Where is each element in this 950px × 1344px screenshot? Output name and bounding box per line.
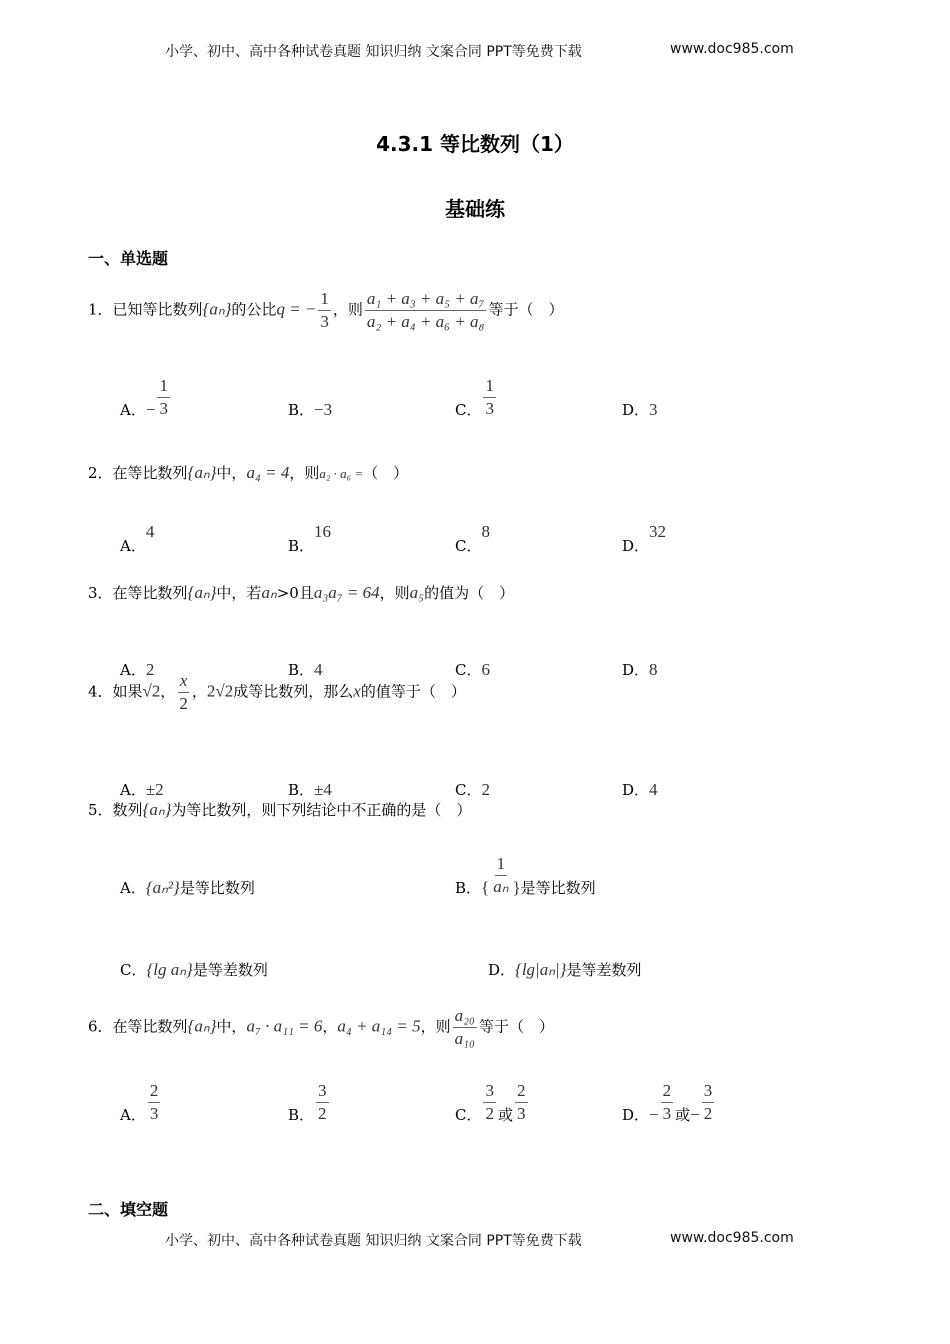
footer-text: 小学、初中、高中各种试卷真题 知识归纳 文案合同 PPT等免费下载 — [165, 1233, 582, 1249]
option-label: A． — [120, 781, 146, 799]
denominator: 3 — [662, 1104, 672, 1123]
q-text: ，则 — [379, 584, 410, 602]
header-text: 小学、初中、高中各种试卷真题 知识归纳 文案合同 PPT等免费下载 — [165, 44, 582, 60]
option-b — [288, 370, 332, 420]
q-text: 成等比数列，那么 — [233, 682, 354, 701]
fraction — [483, 375, 496, 420]
q-text: 等于（ ） — [488, 300, 564, 319]
math: {aₙ} — [142, 800, 172, 819]
fraction — [702, 1080, 715, 1125]
q-text: 的值为（ ） — [424, 584, 515, 602]
option-value: 6 — [481, 660, 490, 679]
numerator: 1 — [495, 853, 508, 876]
option-value: 2 — [145, 660, 155, 679]
option-value: 16 — [314, 522, 332, 541]
option-b — [288, 1075, 331, 1125]
denominator: 2 — [485, 1104, 494, 1123]
math: {aₙ} — [187, 1016, 217, 1036]
denominator: 3 — [320, 312, 329, 331]
fraction — [515, 1080, 528, 1125]
math: {aₙ} — [202, 299, 232, 319]
q-text: 6．在等比数列 — [88, 1017, 188, 1036]
denominator: 3 — [485, 399, 494, 418]
option-label: A． — [120, 879, 146, 897]
q-text: ， — [160, 682, 176, 701]
q-text: 5．数列 — [88, 801, 143, 819]
option-a — [120, 506, 154, 556]
fraction — [453, 1005, 477, 1050]
footer-site: www.doc985.com — [670, 1230, 794, 1246]
math: a₅ — [409, 583, 425, 602]
q-text: 中， — [216, 464, 247, 482]
numerator: 1 — [483, 375, 496, 398]
option-label: D． — [622, 537, 650, 555]
numerator: a₁ + a₃ + a₅ + a₇ — [365, 288, 487, 311]
q-text: 等于（ ） — [478, 1017, 554, 1036]
q-text: 1．已知等比数列 — [88, 300, 203, 319]
option-a — [120, 750, 164, 800]
option-a — [120, 1075, 162, 1125]
fraction — [491, 853, 510, 898]
numerator: 2 — [515, 1080, 528, 1103]
numerator: x — [178, 670, 190, 693]
denominator: 3 — [159, 399, 168, 418]
math: a₄ + a₁₄ = 5 — [337, 1016, 421, 1036]
math: a₇ · a₁₁ = 6 — [246, 1016, 323, 1036]
q-text: ，则 — [420, 1017, 451, 1036]
option-c — [455, 750, 490, 800]
option-d — [622, 630, 658, 680]
option-label: C． — [120, 961, 147, 979]
math: x — [353, 681, 361, 701]
option-text: 是等比数列 — [179, 879, 255, 897]
page-subtitle: 基础练 — [445, 197, 505, 221]
option-value: 4 — [145, 522, 155, 541]
denominator: 2 — [318, 1104, 327, 1123]
q-text: 中， — [216, 1017, 247, 1036]
math: {aₙ} — [187, 583, 217, 602]
option-c — [120, 930, 268, 980]
option-d — [488, 930, 642, 980]
option-label: B． — [455, 879, 482, 897]
q-text: 中，若 — [216, 584, 262, 602]
q-text: ，则 — [289, 464, 320, 482]
option-math: {lg aₙ} — [146, 960, 193, 979]
option-c — [455, 506, 490, 556]
option-value: 4 — [314, 660, 323, 679]
fraction — [148, 1080, 161, 1125]
question-3 — [88, 582, 514, 603]
page-title: 4.3.1 等比数列（1） — [376, 132, 574, 156]
option-label: D． — [622, 1106, 650, 1124]
option-label: C． — [455, 661, 482, 679]
option-label: C． — [455, 537, 482, 555]
option-a — [120, 848, 255, 898]
option-value: 32 — [649, 522, 667, 541]
option-label: A． — [120, 1106, 146, 1124]
option-or: 或 — [675, 1106, 691, 1124]
fraction — [316, 1080, 329, 1125]
option-label: C． — [455, 781, 482, 799]
question-1 — [88, 288, 563, 333]
option-d — [622, 506, 666, 556]
section-heading: 二、填空题 — [88, 1200, 169, 1219]
q-text: ， — [322, 1017, 338, 1036]
q-text: ，则 — [332, 300, 363, 319]
option-value: ±4 — [314, 780, 332, 799]
minus-sign: − — [649, 1105, 659, 1124]
option-label: D． — [622, 401, 650, 419]
option-label: C． — [455, 401, 482, 419]
option-label: A． — [120, 401, 146, 419]
math: a₂ · a₆ = — [319, 466, 364, 481]
option-or: 或 — [497, 1106, 513, 1124]
option-value: 8 — [649, 660, 658, 679]
numerator: 2 — [661, 1080, 674, 1103]
question-6 — [88, 1005, 554, 1050]
denominator: 3 — [517, 1104, 526, 1123]
option-b: B． { $\frac{1}{\text{aₙ}}$ } 是等比数列 — [455, 854, 596, 897]
header-site: www.doc985.com — [670, 41, 794, 57]
option-text: 是等差数列 — [566, 961, 642, 979]
numerator: 3 — [483, 1080, 496, 1103]
math: 2√2 — [206, 681, 234, 701]
question-2 — [88, 462, 408, 483]
option-a — [120, 370, 172, 420]
math: q = − — [276, 299, 317, 319]
fraction — [157, 375, 170, 420]
option-text: 是等差数列 — [192, 961, 268, 979]
fraction — [661, 1080, 674, 1125]
option-a — [120, 630, 154, 680]
fraction — [365, 288, 487, 333]
math: a₃a₇ = 64 — [313, 583, 380, 602]
option-label: D． — [622, 781, 650, 799]
fraction — [177, 670, 190, 715]
option-value: 4 — [649, 780, 658, 799]
q-text: ， — [191, 682, 207, 701]
minus-sign: − — [690, 1105, 700, 1124]
numerator: 2 — [148, 1080, 161, 1103]
option-c — [455, 370, 498, 420]
option-label: B． — [288, 401, 315, 419]
option-c — [455, 630, 490, 680]
option-math: {lg|aₙ|} — [515, 960, 567, 979]
fraction — [483, 1080, 496, 1125]
option-value: 3 — [649, 400, 658, 419]
numerator: a₂₀ — [453, 1005, 477, 1028]
numerator: 3 — [316, 1080, 329, 1103]
option-label: B． — [288, 661, 315, 679]
option-label: D． — [622, 661, 650, 679]
option-label: B． — [288, 1106, 315, 1124]
minus-sign: − — [145, 400, 156, 419]
option-label: A． — [120, 537, 146, 555]
denominator: aₙ — [493, 877, 509, 896]
option-math: {aₙ²} — [145, 878, 180, 897]
numerator: 3 — [702, 1080, 715, 1103]
q-text: 3．在等比数列 — [88, 584, 188, 602]
option-label: C． — [455, 1106, 482, 1124]
q-text: 4．如果 — [88, 682, 143, 701]
numerator: 1 — [318, 288, 331, 311]
q-text: 的值等于（ ） — [360, 682, 466, 701]
option-b — [288, 750, 332, 800]
question-5 — [88, 799, 471, 820]
option-value: 2 — [481, 780, 490, 799]
denominator: 2 — [179, 694, 188, 713]
math: aₙ — [261, 583, 277, 602]
option-label: A． — [120, 661, 146, 679]
denominator: a₂ + a₄ + a₆ + a₈ — [366, 312, 485, 331]
q-text: 的公比 — [231, 300, 277, 319]
math: {aₙ} — [187, 463, 217, 482]
option-label: D． — [488, 961, 516, 979]
fraction — [318, 288, 331, 333]
option-c — [455, 1075, 530, 1125]
q-text: 2．在等比数列 — [88, 464, 188, 482]
option-d — [622, 370, 658, 420]
option-text: 是等比数列 — [520, 879, 596, 897]
q-text: >0且 — [276, 584, 314, 602]
option-label: B． — [288, 781, 315, 799]
q-text: 为等比数列，则下列结论中不正确的是（ ） — [171, 801, 472, 819]
q-text: （ ） — [363, 464, 409, 482]
option-b — [288, 630, 323, 680]
option-value: 8 — [481, 522, 490, 541]
denominator: 3 — [149, 1104, 159, 1123]
option-d — [622, 1075, 716, 1125]
option-value: −3 — [314, 400, 333, 419]
option-d — [622, 750, 658, 800]
option-label: B． — [288, 537, 315, 555]
section-heading: 一、单选题 — [88, 249, 169, 268]
math: a₄ = 4 — [246, 463, 290, 482]
option-b — [288, 506, 331, 556]
math: √2 — [142, 681, 161, 701]
denominator: a₁₀ — [454, 1029, 475, 1048]
option-value: ±2 — [145, 780, 164, 799]
numerator: 1 — [157, 375, 170, 398]
denominator: 2 — [703, 1104, 713, 1123]
